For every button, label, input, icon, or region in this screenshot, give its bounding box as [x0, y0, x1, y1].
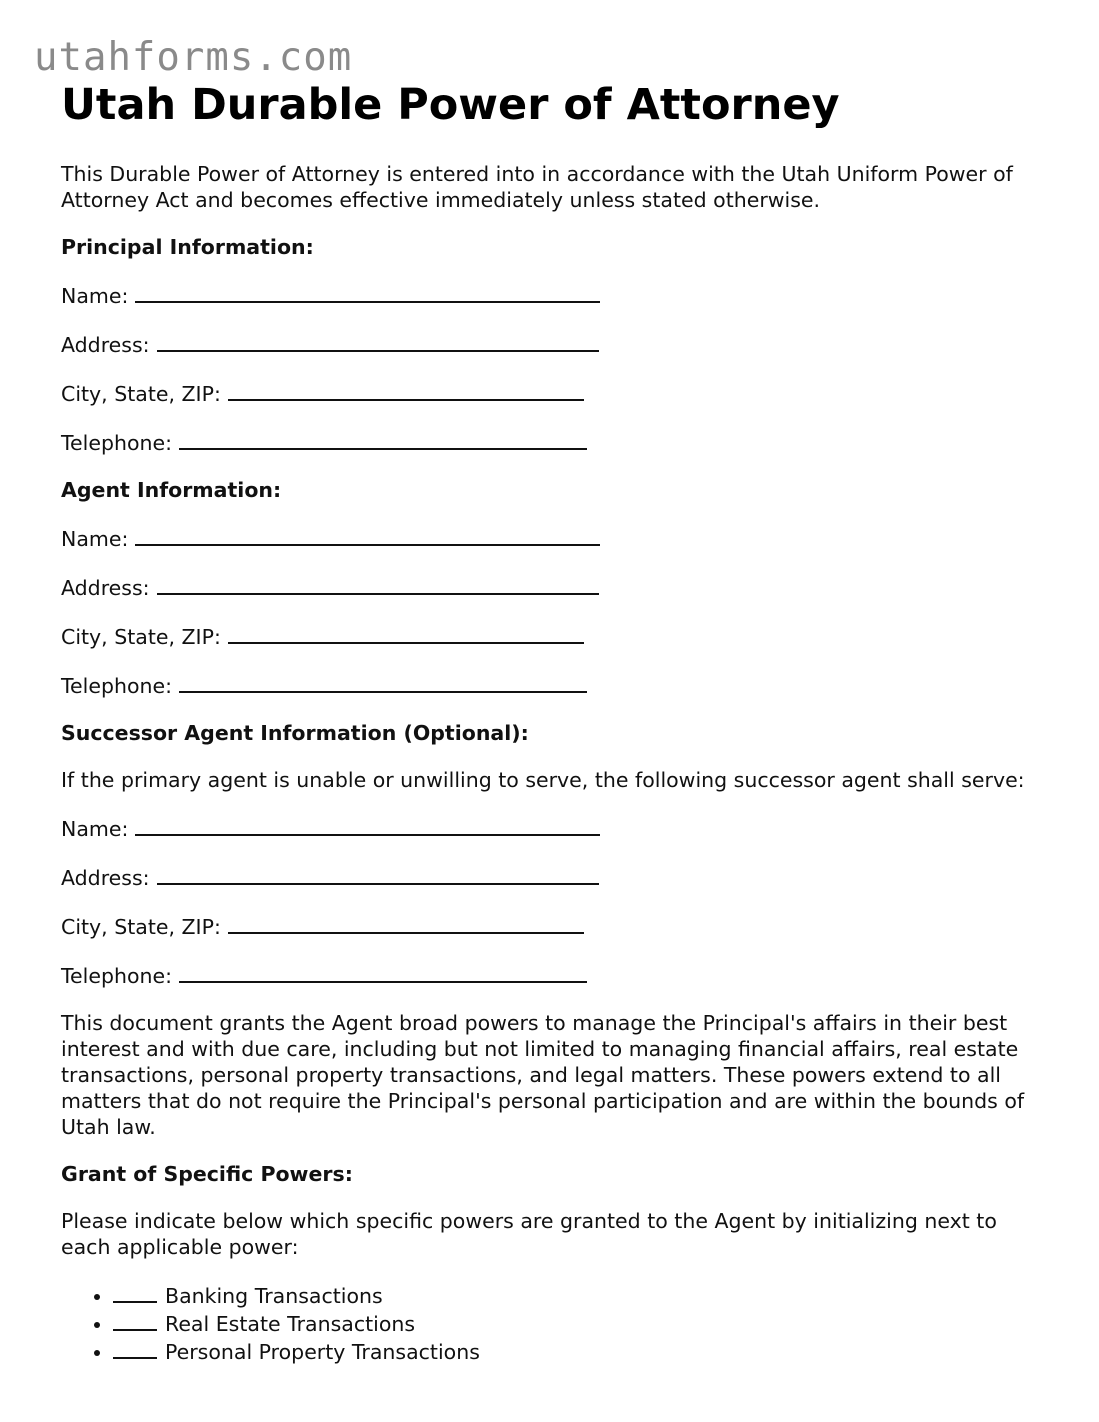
agent-city-field: [61, 622, 1051, 650]
principal-city-blank[interactable]: [228, 379, 584, 401]
list-item: [113, 1309, 1051, 1337]
principal-heading: Principal Information:: [61, 235, 314, 259]
successor-telephone-blank[interactable]: [179, 961, 587, 983]
principal-telephone-blank[interactable]: [179, 428, 587, 450]
principal-name-field: [61, 281, 1051, 309]
specific-powers-heading: Grant of Specific Powers:: [61, 1162, 353, 1186]
successor-city-blank[interactable]: [228, 912, 584, 934]
initials-blank[interactable]: [113, 1337, 157, 1359]
agent-telephone-field: [61, 671, 1051, 699]
initials-blank[interactable]: [113, 1281, 157, 1303]
agent-name-label: Name:: [61, 527, 129, 551]
successor-address-label: Address:: [61, 866, 150, 890]
successor-heading: Successor Agent Information (Optional):: [61, 721, 529, 745]
principal-telephone-field: [61, 428, 1051, 456]
successor-address-blank[interactable]: [157, 863, 599, 885]
list-item: [113, 1337, 1051, 1365]
successor-telephone-label: Telephone:: [61, 964, 173, 988]
successor-name-field: [61, 814, 1051, 842]
agent-telephone-blank[interactable]: [179, 671, 587, 693]
grant-paragraph: This document grants the Agent broad powers to manage the Principal's affairs in their best interest and with due care, including but not limited to managing financial affairs, real estate transactions, personal property transactions, and legal matters. These powers extend to all matters that do not require the Principal's personal participation and are within the bounds of Utah law.: [61, 1011, 1025, 1139]
principal-city-field: [61, 379, 1051, 407]
principal-address-field: [61, 330, 1051, 358]
principal-name-label: Name:: [61, 284, 129, 308]
successor-telephone-field: [61, 961, 1051, 989]
watermark: utahforms.com: [34, 35, 353, 80]
list-item: [113, 1281, 1051, 1309]
agent-address-field: [61, 573, 1051, 601]
successor-name-blank[interactable]: [135, 814, 600, 836]
power-label: Banking Transactions: [165, 1284, 383, 1308]
successor-note: If the primary agent is unable or unwilling to serve, the following successor agent shall serve:: [61, 768, 1025, 792]
agent-name-blank[interactable]: [135, 524, 600, 546]
principal-address-blank[interactable]: [157, 330, 599, 352]
agent-address-blank[interactable]: [157, 573, 599, 595]
agent-city-blank[interactable]: [228, 622, 584, 644]
successor-city-label: City, State, ZIP:: [61, 915, 221, 939]
initials-blank[interactable]: [113, 1309, 157, 1331]
successor-city-field: [61, 912, 1051, 940]
document-page: [61, 78, 1051, 1365]
principal-address-label: Address:: [61, 333, 150, 357]
powers-list: [61, 1281, 1051, 1365]
power-label: Personal Property Transactions: [165, 1340, 480, 1364]
principal-name-blank[interactable]: [135, 281, 600, 303]
successor-address-field: [61, 863, 1051, 891]
specific-powers-instructions: Please indicate below which specific powers are granted to the Agent by initializing next to each applicable power:: [61, 1209, 997, 1259]
agent-address-label: Address:: [61, 576, 150, 600]
agent-telephone-label: Telephone:: [61, 674, 173, 698]
page-title: Utah Durable Power of Attorney: [61, 80, 840, 130]
principal-city-label: City, State, ZIP:: [61, 382, 221, 406]
agent-heading: Agent Information:: [61, 478, 282, 502]
agent-city-label: City, State, ZIP:: [61, 625, 221, 649]
intro-paragraph: This Durable Power of Attorney is entered into in accordance with the Utah Uniform Power of Attorney Act and becomes effective immediately unless stated otherwise.: [61, 162, 1013, 212]
agent-name-field: [61, 524, 1051, 552]
principal-telephone-label: Telephone:: [61, 431, 173, 455]
power-label: Real Estate Transactions: [165, 1312, 416, 1336]
successor-name-label: Name:: [61, 817, 129, 841]
